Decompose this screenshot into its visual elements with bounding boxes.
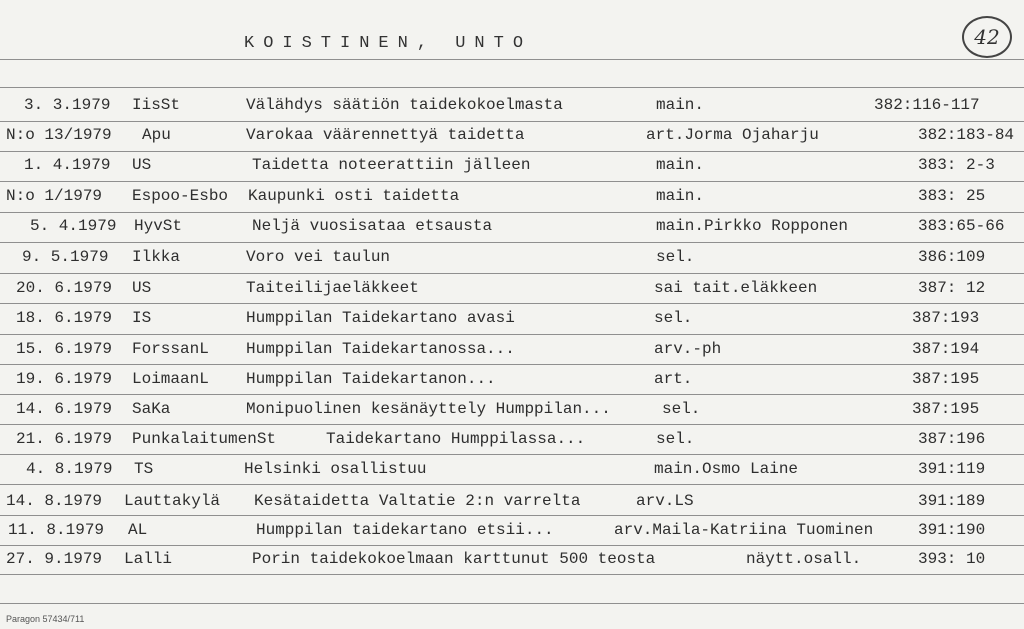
entry-date: 4. 8.1979: [26, 460, 113, 478]
entry-ref: 387:194: [912, 340, 980, 358]
entry-type: sel.: [656, 248, 695, 266]
entry-ref: 383: 2-3: [918, 156, 995, 174]
entry-date: 20. 6.1979: [16, 279, 113, 297]
entry-date: 19. 6.1979: [16, 370, 113, 388]
row-rule: [0, 364, 1024, 365]
row-rule: [0, 151, 1024, 152]
entry-ref: 382:183-84: [918, 126, 1015, 144]
entry-ref: 386:109: [918, 248, 986, 266]
entry-ref: 391:119: [918, 460, 986, 478]
entry-type: main.Pirkko Ropponen: [656, 217, 849, 235]
card-name-heading: KOISTINEN, UNTO: [244, 34, 533, 53]
entry-source: IS: [132, 309, 152, 327]
row-rule: [0, 394, 1024, 395]
entry-ref: 383:65-66: [918, 217, 1005, 235]
entry-source: Lauttakylä: [124, 492, 221, 510]
entry-type: sel.: [656, 430, 695, 448]
entry-title: Kaupunki osti taidetta: [248, 187, 460, 205]
row-rule: [0, 334, 1024, 335]
entry-title: Taiteilijaeläkkeet: [246, 279, 419, 297]
entry-ref: 387:196: [918, 430, 986, 448]
row-rule: [0, 545, 1024, 546]
entry-source: Ilkka: [132, 248, 181, 266]
entry-title: Välähdys säätiön taidekokoelmasta: [246, 96, 563, 114]
entry-source: Espoo-Esbo: [132, 187, 229, 205]
entry-source: LoimaanL: [132, 370, 209, 388]
entry-title: Kesätaidetta Valtatie 2:n varrelta: [254, 492, 581, 510]
row-rule: [0, 515, 1024, 516]
entry-type: main.: [656, 156, 705, 174]
row-rule: [0, 121, 1024, 122]
entry-source: Apu: [142, 126, 171, 144]
entry-date: 3. 3.1979: [24, 96, 111, 114]
row-rule: [0, 484, 1024, 485]
row-rule: [0, 181, 1024, 182]
entry-title: Humppilan taidekartano etsii...: [256, 521, 554, 539]
entry-date: 21. 6.1979: [16, 430, 113, 448]
entry-date: 1. 4.1979: [24, 156, 111, 174]
entry-title: Helsinki osallistuu: [244, 460, 427, 478]
entry-date: 14. 8.1979: [6, 492, 103, 510]
entry-source: SaKa: [132, 400, 171, 418]
entry-type: arv.-ph: [654, 340, 722, 358]
entry-title: Taidetta noteerattiin jälleen: [252, 156, 531, 174]
entry-ref: 391:190: [918, 521, 986, 539]
entry-title: Taidekartano Humppilassa...: [326, 430, 586, 448]
row-rule: [0, 242, 1024, 243]
entry-date: 27. 9.1979: [6, 550, 103, 568]
entry-type: sai tait.eläkkeen: [654, 279, 818, 297]
row-rule: [0, 303, 1024, 304]
row-rule: [0, 212, 1024, 213]
entry-type: main.: [656, 96, 705, 114]
entry-title: Porin taidekokoelmaan karttunut 500 teosta: [252, 550, 656, 568]
row-rule: [0, 424, 1024, 425]
entry-ref: 387:195: [912, 370, 980, 388]
entry-type: main.: [656, 187, 705, 205]
printer-mark: Paragon 57434/711: [6, 614, 85, 624]
header-rule-2: [0, 87, 1024, 88]
entry-source: AL: [128, 521, 148, 539]
entry-title: Humppilan Taidekartano avasi: [246, 309, 515, 327]
entry-source: Lalli: [124, 550, 173, 568]
entry-source: TS: [134, 460, 154, 478]
entry-type: arv.Maila-Katriina Tuominen: [614, 521, 874, 539]
entry-source: US: [132, 279, 152, 297]
entry-type: sel.: [654, 309, 693, 327]
row-rule: [0, 454, 1024, 455]
card-number-circled: [962, 16, 1012, 58]
entry-date: 11. 8.1979: [8, 521, 105, 539]
entry-type: art.Jorma Ojaharju: [646, 126, 819, 144]
bottom-rule: [0, 603, 1024, 604]
entry-ref: 387: 12: [918, 279, 986, 297]
entry-source: US: [132, 156, 152, 174]
entry-source: HyvSt: [134, 217, 183, 235]
entry-source: PunkalaitumenSt: [132, 430, 277, 448]
entry-date: N:o 1/1979: [6, 187, 103, 205]
entry-source: ForssanL: [132, 340, 209, 358]
entry-ref: 387:193: [912, 309, 980, 327]
entry-date: 14. 6.1979: [16, 400, 113, 418]
entry-type: art.: [654, 370, 693, 388]
entry-type: arv.LS: [636, 492, 694, 510]
entry-title: Monipuolinen kesänäyttely Humppilan...: [246, 400, 611, 418]
entry-ref: 382:116-117: [874, 96, 980, 114]
entry-type: sel.: [662, 400, 701, 418]
entry-ref: 391:189: [918, 492, 986, 510]
entry-title: Neljä vuosisataa etsausta: [252, 217, 493, 235]
entry-source: IisSt: [132, 96, 181, 114]
entry-title: Varokaa väärennettyä taidetta: [246, 126, 525, 144]
entry-title: Humppilan Taidekartanon...: [246, 370, 496, 388]
entry-date: 15. 6.1979: [16, 340, 113, 358]
entry-date: 9. 5.1979: [22, 248, 109, 266]
entry-ref: 387:195: [912, 400, 980, 418]
row-rule: [0, 574, 1024, 575]
entry-date: 5. 4.1979: [30, 217, 117, 235]
header-rule-1: [0, 59, 1024, 60]
card-number: 42: [974, 25, 1000, 49]
entry-ref: 393: 10: [918, 550, 986, 568]
entry-date: N:o 13/1979: [6, 126, 112, 144]
entry-type: main.Osmo Laine: [654, 460, 799, 478]
entry-title: Voro vei taulun: [246, 248, 391, 266]
entry-type: näytt.osall.: [746, 550, 862, 568]
entry-date: 18. 6.1979: [16, 309, 113, 327]
entry-title: Humppilan Taidekartanossa...: [246, 340, 515, 358]
entry-ref: 383: 25: [918, 187, 986, 205]
row-rule: [0, 273, 1024, 274]
